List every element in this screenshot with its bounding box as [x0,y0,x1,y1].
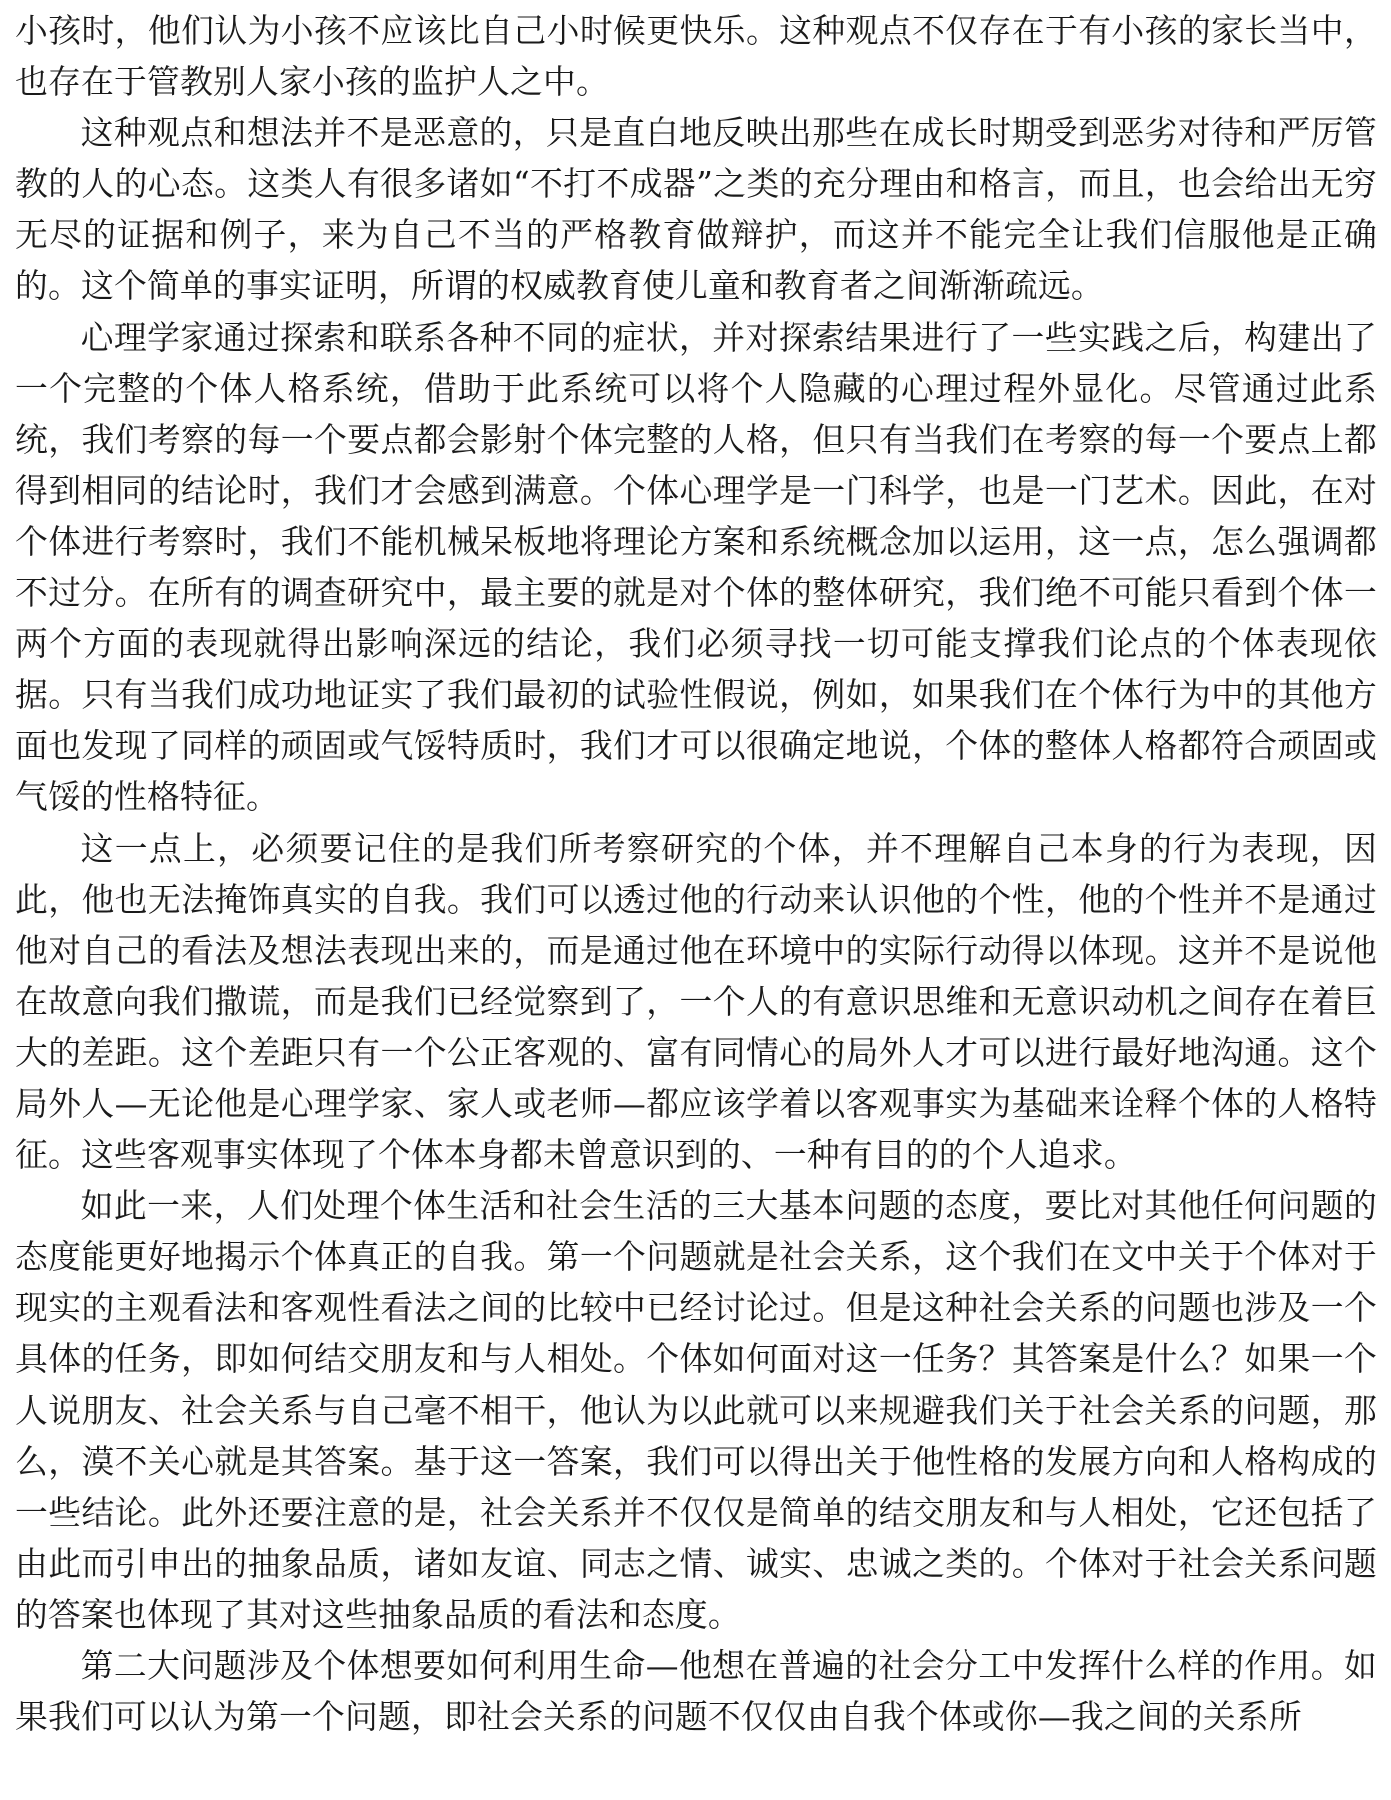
page-body [15,6,1377,1743]
paragraph-4: 这一点上，必须要记住的是我们所考察研究的个体，并不理解自己本身的行为表现，因此，他也无法掩饰真实的自我。我们可以透过他的行动来认识他的个性，他的个性并不是通过他对自己的看法及想法表现出来的，而是通过他在环境中的实际行动得以体现。这并不是说他在故意向我们撒谎，而是我们已经觉察到了，一个人的有意识思维和无意识动机之间存在着巨大的差距。这个差距只有一个公正客观的、富有同情心的局外人才可以进行最好地沟通。这个局外人—无论他是心理学家、家人或老师—都应该学着以客观事实为基础来诠释个体的人格特征。这些客观事实体现了个体本身都未曾意识到的、一种有目的的个人追求。 [15,829,1377,1175]
paragraph-2: 这种观点和想法并不是恶意的，只是直白地反映出那些在成长时期受到恶劣对待和严厉管教的人的心态。这类人有很多诸如“不打不成器”之类的充分理由和格言，而且，也会给出无穷无尽的证据和例子，来为自己不当的严格教育做辩护，而这并不能完全让我们信服他是正确的。这个简单的事实证明，所谓的权威教育使儿童和教育者之间渐渐疏远。 [15,114,1377,306]
paragraph-3: 心理学家通过探索和联系各种不同的症状，并对探索结果进行了一些实践之后，构建出了一个完整的个体人格系统，借助于此系统可以将个人隐藏的心理过程外显化。尽管通过此系统，我们考察的每一个要点都会影射个体完整的人格，但只有当我们在考察的每一个要点上都得到相同的结论时，我们才会感到满意。个体心理学是一门科学，也是一门艺术。因此，在对个体进行考察时，我们不能机械呆板地将理论方案和系统概念加以运用，这一点，怎么强调都不过分。在所有的调查研究中，最主要的就是对个体的整体研究，我们绝不可能只看到个体一两个方面的表现就得出影响深远的结论，我们必须寻找一切可能支撑我们论点的个体表现依据。只有当我们成功地证实了我们最初的试验性假说，例如，如果我们在个体行为中的其他方面也发现了同样的顽固或气馁特质时，我们才可以很确定地说，个体的整体人格都符合顽固或气馁的性格特征。 [15,318,1377,817]
paragraph-1: 小孩时，他们认为小孩不应该比自己小时候更快乐。这种观点不仅存在于有小孩的家长当中，也存在于管教别人家小孩的监护人之中。 [15,12,1377,102]
paragraph-5: 如此一来，人们处理个体生活和社会生活的三大基本问题的态度，要比对其他任何问题的态度能更好地揭示个体真正的自我。第一个问题就是社会关系，这个我们在文中关于个体对于现实的主观看法和客观性看法之间的比较中已经讨论过。但是这种社会关系的问题也涉及一个具体的任务，即如何结交朋友和与人相处。个体如何面对这一任务？其答案是什么？如果一个人说朋友、社会关系与自己毫不相干，他认为以此就可以来规避我们关于社会关系的问题，那么，漠不关心就是其答案。基于这一答案，我们可以得出关于他性格的发展方向和人格构成的一些结论。此外还要注意的是，社会关系并不仅仅是简单的结交朋友和与人相处，它还包括了由此而引申出的抽象品质，诸如友谊、同志之情、诚实、忠诚之类的。个体对于社会关系问题的答案也体现了其对这些抽象品质的看法和态度。 [15,1187,1377,1634]
paragraph-6: 第二大问题涉及个体想要如何利用生命—他想在普遍的社会分工中发挥什么样的作用。如果我们可以认为第一个问题，即社会关系的问题不仅仅由自我个体或你—我之间的关系所 [15,1647,1377,1737]
